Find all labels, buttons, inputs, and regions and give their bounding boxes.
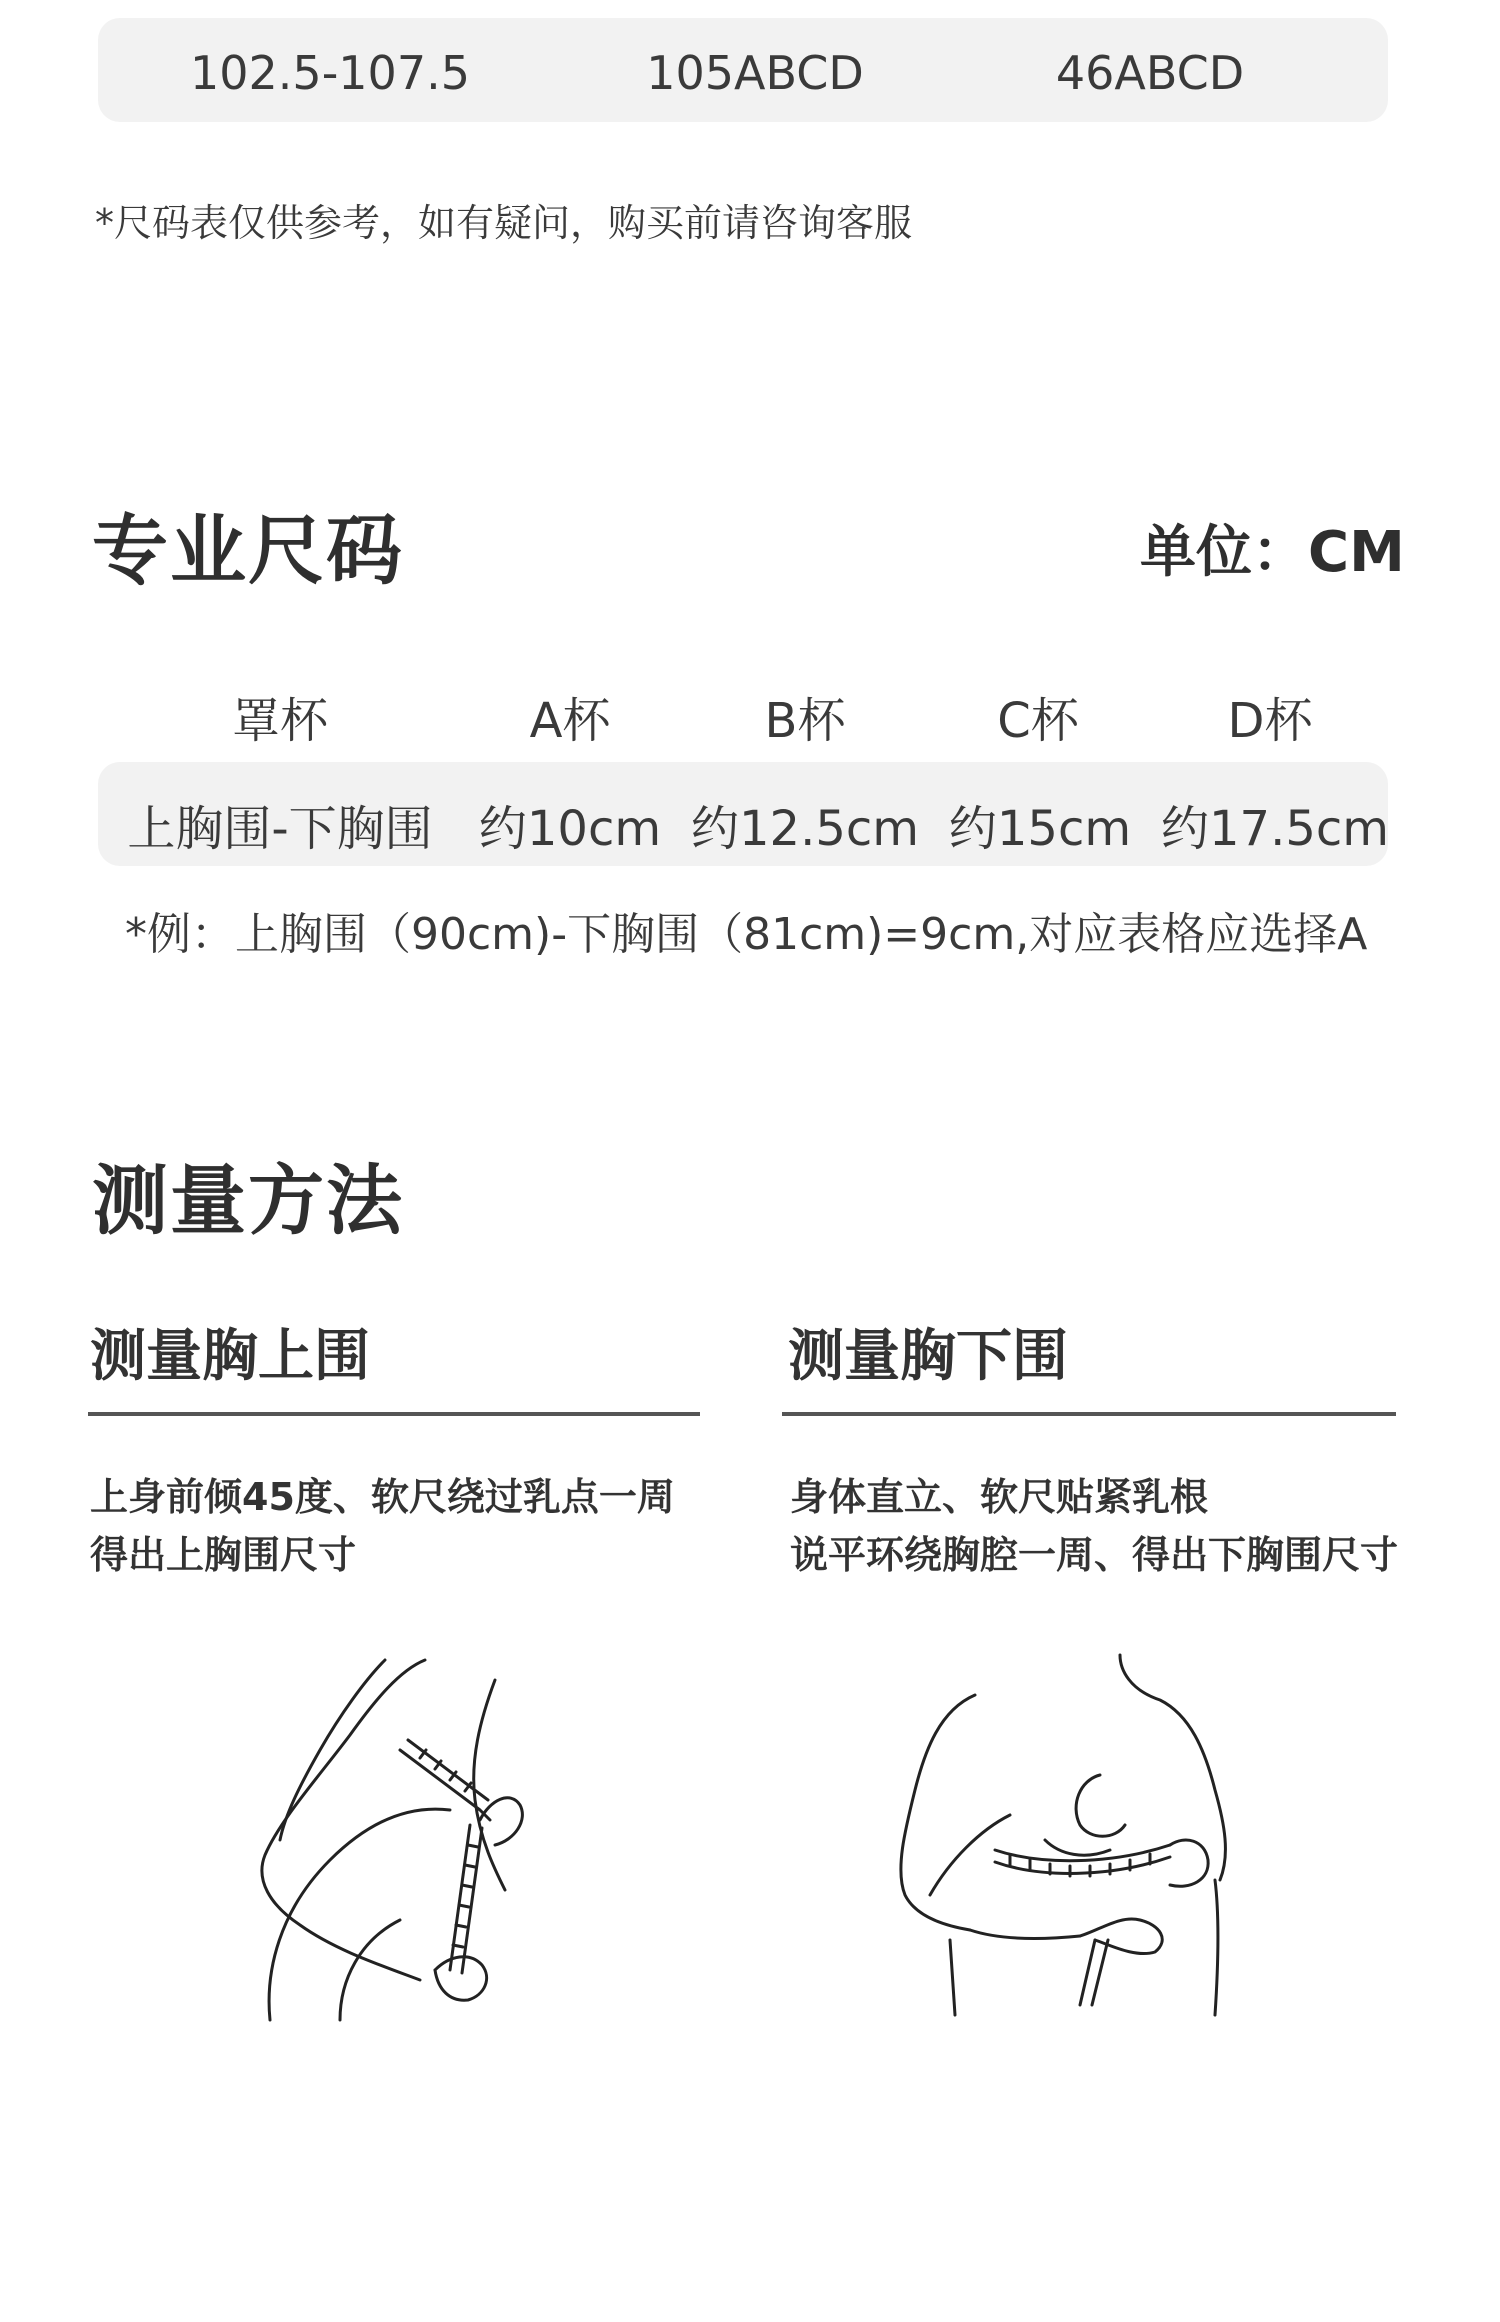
- header-cup: 罩杯: [231, 693, 328, 749]
- size-cell-b: 46ABCD: [1055, 46, 1245, 100]
- method-title: 测量方法: [92, 1156, 404, 1245]
- cell-a-cup: 约10cm: [478, 801, 662, 857]
- size-cell-a: 105ABCD: [646, 46, 864, 100]
- under-bust-title: 测量胸下围: [788, 1324, 1068, 1389]
- under-bust-desc-line1: 身体直立、软尺贴紧乳根: [790, 1475, 1209, 1519]
- upper-bust-title: 测量胸上围: [90, 1324, 370, 1389]
- size-example-note: *例：上胸围（90cm)-下胸围（81cm)=9cm,对应表格应选择A: [125, 909, 1368, 960]
- upper-bust-illustration: [150, 1640, 570, 2040]
- under-bust-desc-line2: 说平环绕胸腔一周、得出下胸围尺寸: [790, 1533, 1399, 1577]
- size-range-cell: 102.5-107.5: [190, 46, 470, 100]
- size-disclaimer: *尺码表仅供参考，如有疑问，购买前请咨询客服: [95, 201, 913, 245]
- unit-label: 单位：CM: [1140, 520, 1405, 585]
- header-c-cup: C杯: [997, 693, 1079, 749]
- pro-size-title: 专业尺码: [92, 506, 404, 595]
- header-b-cup: B杯: [764, 693, 846, 749]
- cell-measure-label: 上胸围-下胸围: [127, 801, 433, 857]
- header-d-cup: D杯: [1227, 693, 1313, 749]
- cell-d-cup: 约17.5cm: [1160, 801, 1390, 857]
- cell-b-cup: 约12.5cm: [690, 801, 920, 857]
- under-bust-divider: [782, 1412, 1396, 1416]
- upper-bust-desc-line1: 上身前倾45度、软尺绕过乳点一周: [90, 1475, 675, 1519]
- header-a-cup: A杯: [529, 693, 611, 749]
- under-bust-illustration: [870, 1640, 1290, 2040]
- upper-bust-divider: [88, 1412, 700, 1416]
- cell-c-cup: 约15cm: [948, 801, 1132, 857]
- upper-bust-desc-line2: 得出上胸围尺寸: [90, 1533, 357, 1577]
